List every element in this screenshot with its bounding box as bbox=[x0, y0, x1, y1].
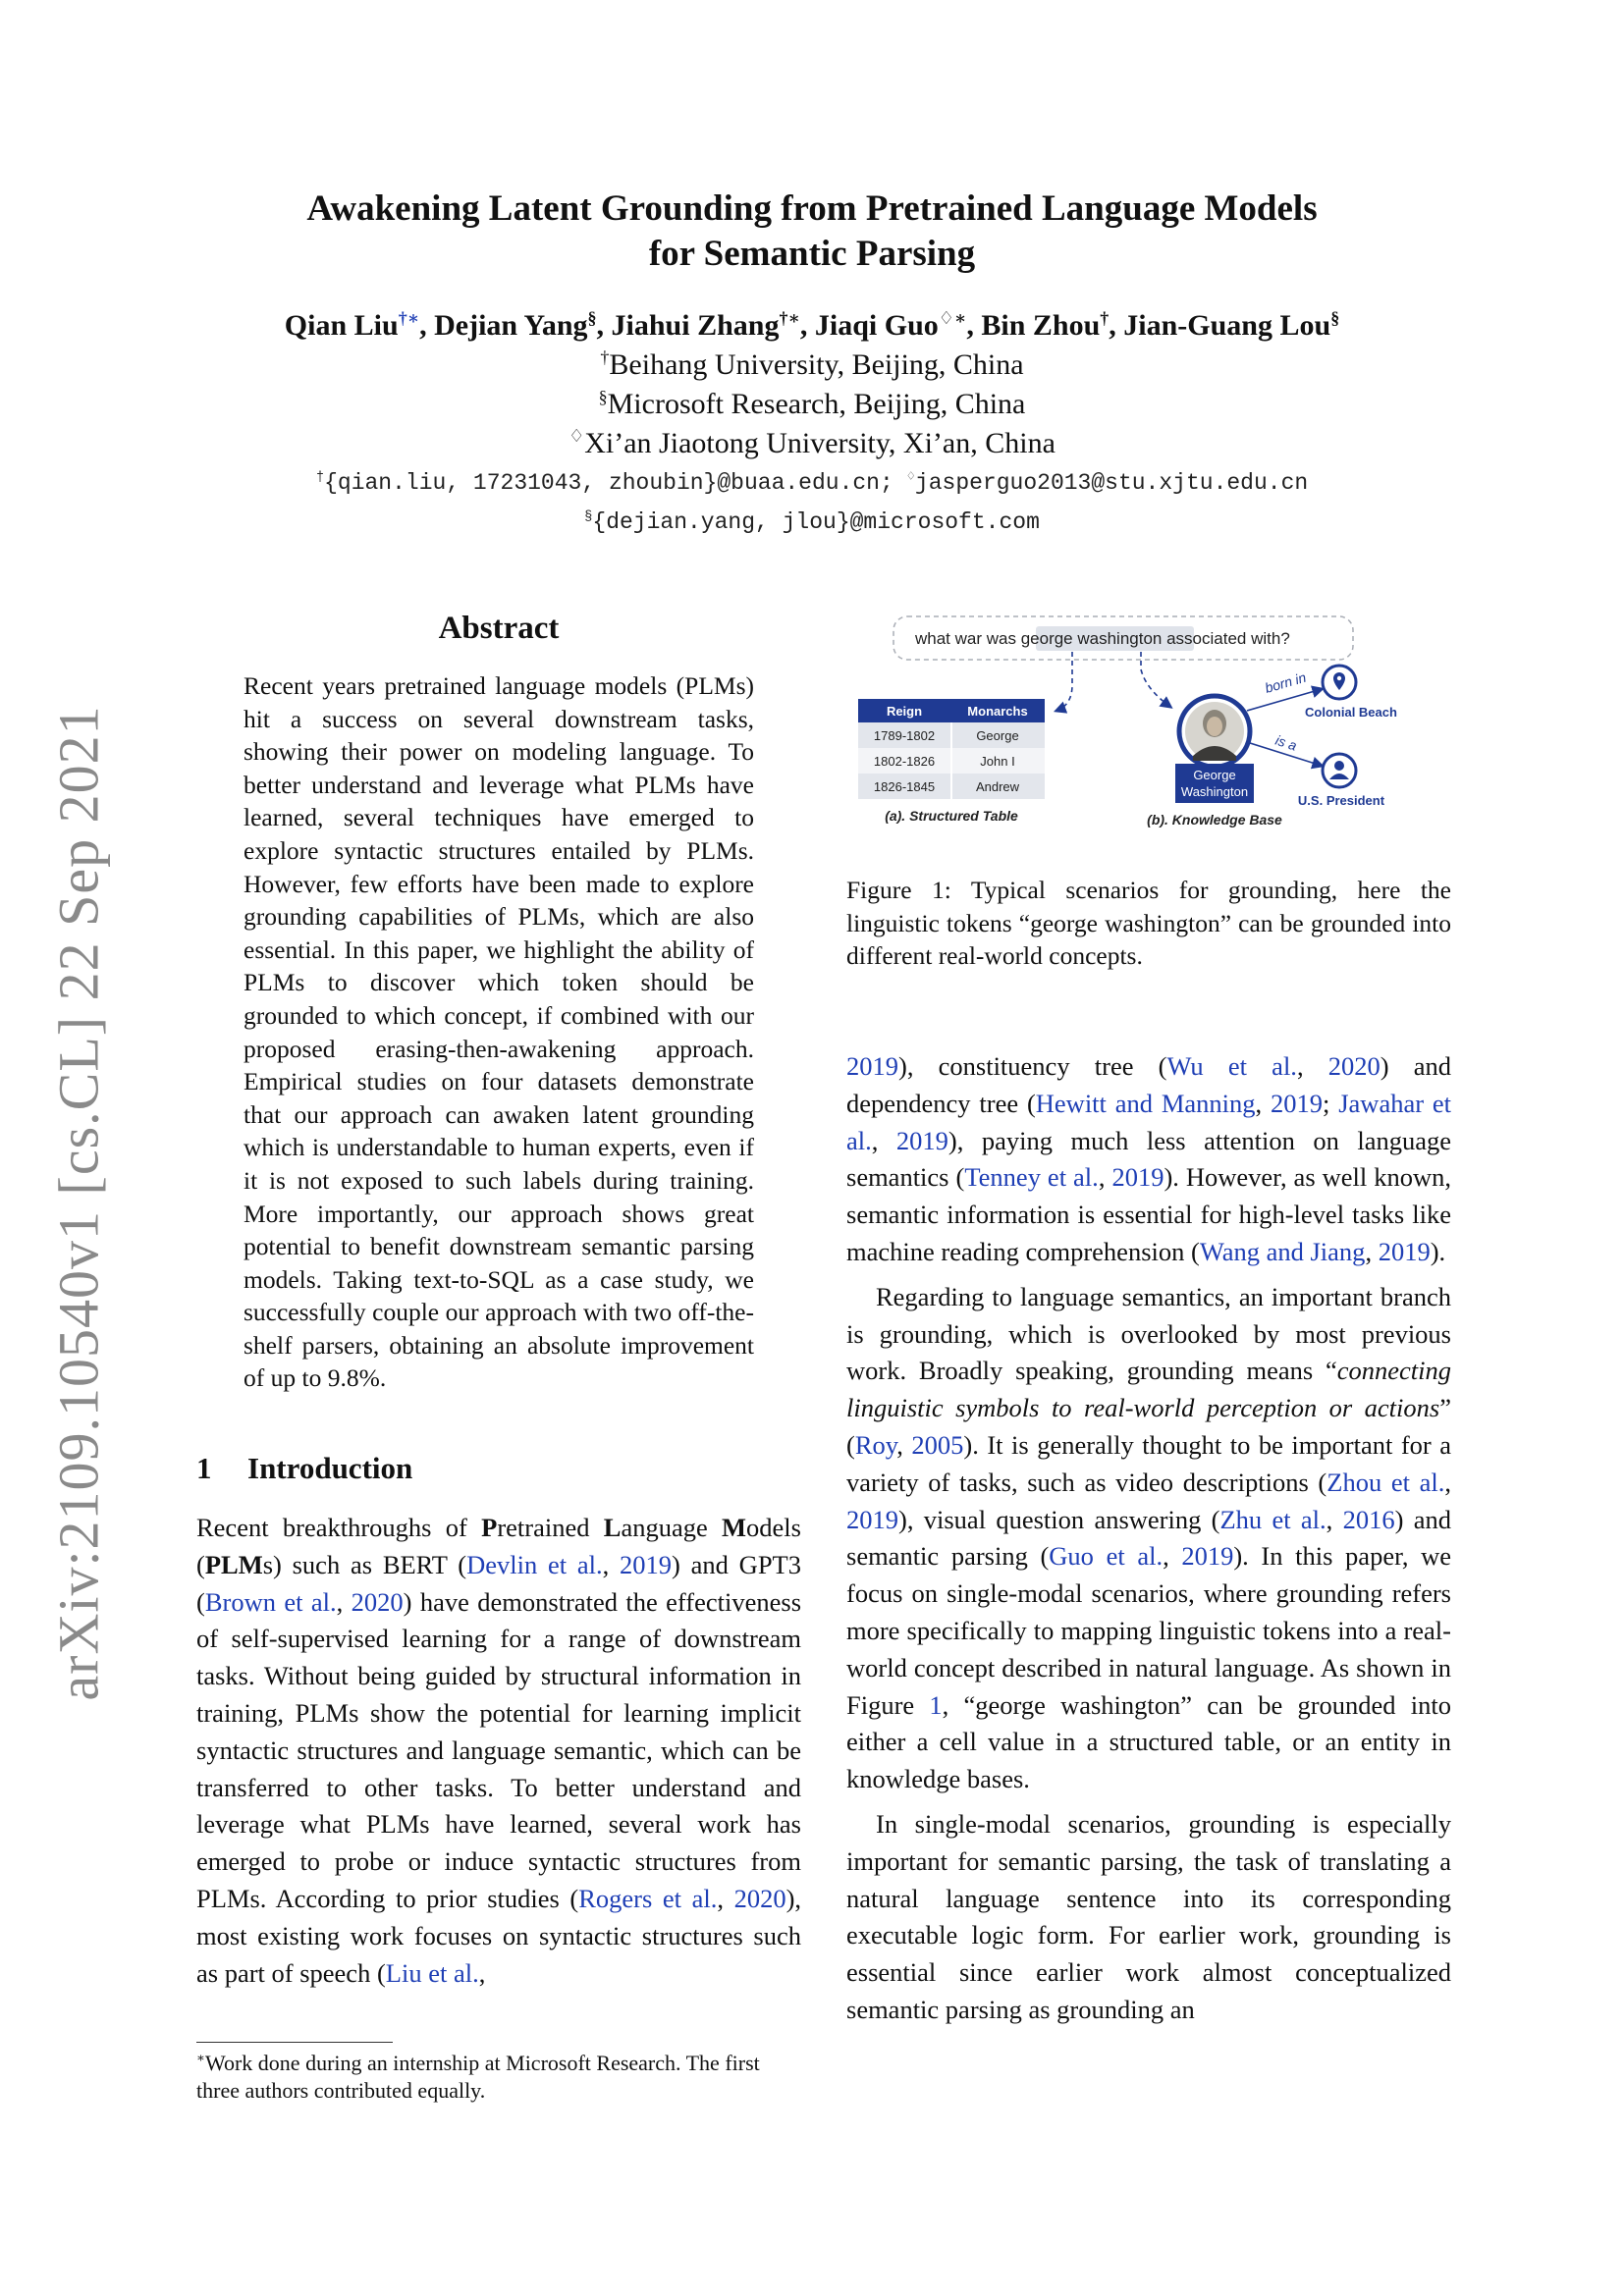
email-line bbox=[196, 463, 1428, 503]
citation-link[interactable]: 2019 bbox=[620, 1549, 673, 1579]
citation-link[interactable]: 2020 bbox=[733, 1883, 786, 1913]
arxiv-sidebar bbox=[39, 704, 118, 1701]
body-text: , bbox=[478, 1957, 486, 1988]
table-cell: 1826-1845 bbox=[873, 779, 936, 794]
table-label: (a). Structured Table bbox=[885, 808, 1018, 824]
author-mark: ♢∗ bbox=[938, 308, 967, 328]
paragraph: 2019), constituency tree (Wu et al., 2020) and dependency tree (Hewitt and Manning, 2019; Jawahar et al., 2019), paying much less attention on language semantics (Tenney et al., 2019). However, as well known, semantic information is essential for high-level tasks like machine reading comprehension (Wang and Jiang, 2019). bbox=[846, 1051, 1452, 1266]
grounding-arrow-table bbox=[1056, 652, 1072, 711]
author-mark: § bbox=[1330, 308, 1340, 328]
intro-paragraph: Recent breakthroughs of Pretrained Language Models (PLMs) such as BERT (Devlin et al., 2019) and GPT3 (Brown et al., 2020) have demonstrated the effectiveness of self-supervised learning for a range of downstream tasks. Without being guided by structural information in training, PLMs show the potential for learning implicit syntactic structures and language semantic, which can be transferred to other tasks. To better understand and leverage what PLMs have learned, several work has emerged to probe or induce syntactic structures from PLMs. According to prior studies (Rogers et al., 2020), most existing work focuses on syntactic structures such as part of speech (Liu et al., bbox=[196, 1513, 802, 1988]
entity-name: George bbox=[1193, 768, 1236, 782]
author-name: , Bin Zhou bbox=[966, 309, 1101, 342]
figure-caption bbox=[846, 874, 1451, 973]
footnote-text: Work done during an internship at Microsoft Research. The first three authors contributed equally. bbox=[196, 2051, 760, 2103]
abstract-heading: Abstract bbox=[438, 611, 560, 646]
citation-link[interactable]: Tenney et al. bbox=[964, 1162, 1099, 1193]
person-icon-head bbox=[1334, 761, 1344, 771]
citation-link[interactable]: 2019 bbox=[1181, 1541, 1234, 1572]
email-line bbox=[196, 503, 1428, 542]
citation-link[interactable]: Roy bbox=[854, 1429, 897, 1460]
citation-link[interactable]: Zhu et al. bbox=[1219, 1504, 1326, 1534]
body-text: Recent breakthroughs of bbox=[196, 1513, 482, 1542]
citation-link[interactable]: 2020 bbox=[351, 1586, 404, 1617]
body-text: anguage bbox=[621, 1513, 723, 1542]
citation-link[interactable]: Liu et al. bbox=[385, 1957, 479, 1988]
body-text: ). In this paper, we focus on single-modal scenarios, where grounding refers more specifically to mapping linguistic tokens into a real-world concept described in natural language. As shown in Figure bbox=[846, 1541, 1452, 1720]
right-column-text bbox=[846, 1048, 1451, 2037]
body-text: odels ( bbox=[196, 1513, 801, 1579]
paper-title-line-2: for Semantic Parsing bbox=[648, 234, 976, 274]
section-title: Introduction bbox=[247, 1451, 413, 1485]
author-name: , Jian-Guang Lou bbox=[1109, 309, 1331, 342]
email-mark: † bbox=[315, 470, 325, 486]
citation-link[interactable]: 2016 bbox=[1342, 1504, 1395, 1534]
abstract-text: Recent years pretrained language models (PLMs) hit a success on several downstream tasks, showing their power on modeling language. To better understand and leverage what PLMs have learned, several techniques have emerged to explore syntactic structures entailed by PLMs. However, few efforts have been made to explore grounding capabilities of PLMs, which are also essential. In this paper, we highlight the ability of PLMs to discover which token should be grounded to which concept, if combined with our proposed erasing-then-awakening approach. Empirical studies on four datasets demonstrate that our approach can awaken latent grounding which is understandable to human experts, even if it is not exposed to such labels during training. More importantly, our approach shows great potential to benefit downstream semantic parsing models. Taking text-to-SQL as a case study, we successfully couple our approach with two off-the-shelf parsers, obtaining an absolute improvement of up to 9.8%. bbox=[244, 671, 754, 1393]
relation-label: born in bbox=[1263, 668, 1308, 696]
citation-link[interactable]: 2019 bbox=[846, 1051, 898, 1081]
citation-link[interactable]: Wang and Jiang bbox=[1199, 1236, 1366, 1266]
section-number: 1 bbox=[196, 1451, 212, 1485]
affiliation-text: Beihang University, Beijing, China bbox=[609, 348, 1024, 381]
body-text: ) have demonstrated the effectiveness of self-supervised learning for a range of downstream tasks. Without being guided by structural information in training, PLMs show the potential for learning implicit syntactic structures and language semantic, which can be transferred to other tasks. To better understand and leverage what PLMs have learned, several work has emerged to probe or induce syntactic structures from PLMs. According to prior studies ( bbox=[196, 1586, 802, 1913]
citation-link[interactable]: 2019 bbox=[1271, 1088, 1324, 1118]
author-mark: § bbox=[587, 308, 597, 328]
citation-link[interactable]: 2019 bbox=[1111, 1162, 1164, 1193]
author-name: , Jiaqi Guo bbox=[799, 309, 939, 342]
figure-reference-link[interactable]: 1 bbox=[929, 1689, 943, 1720]
node-label: Colonial Beach bbox=[1305, 705, 1397, 720]
arxiv-identifier: arXiv:2109.10540v1 [cs.CL] 22 Sep 2021 bbox=[46, 704, 111, 1701]
body-text: ) and dependency tree ( bbox=[846, 1051, 1452, 1118]
table-cell: John I bbox=[980, 754, 1015, 769]
footnote-mark: ∗ bbox=[196, 2050, 205, 2065]
paragraph: In single-modal scenarios, grounding is especially important for semantic parsing, the task of translating a natural language sentence into its corresponding executable logic form. For earlier work, grounding is essential since earlier work almost conceptualized semantic parsing as grounding an bbox=[846, 1808, 1451, 2024]
author-list bbox=[196, 306, 1428, 346]
table-cell: 1789-1802 bbox=[873, 728, 936, 743]
author-mark: †∗ bbox=[779, 308, 800, 328]
citation-link[interactable]: Wu et al. bbox=[1166, 1051, 1297, 1081]
footnote-divider bbox=[196, 2042, 393, 2043]
body-text: ) and semantic parsing ( bbox=[846, 1504, 1451, 1572]
body-text: ” ( bbox=[846, 1393, 1451, 1460]
citation-link[interactable]: Jawahar et al. bbox=[846, 1088, 1452, 1155]
body-text: ), paying much less attention on language semantics ( bbox=[846, 1125, 1452, 1193]
grounding-definition-quote: connecting linguistic symbols to real-world perception or actions bbox=[846, 1356, 1451, 1423]
citation-link[interactable]: Devlin et al. bbox=[466, 1549, 603, 1579]
footnote bbox=[196, 2050, 801, 2105]
citation-link[interactable]: Brown et al. bbox=[204, 1586, 337, 1617]
citation-link[interactable]: Guo et al. bbox=[1049, 1541, 1164, 1572]
caption-label: Figure 1: bbox=[846, 876, 951, 904]
citation-link[interactable]: Rogers et al. bbox=[578, 1883, 718, 1913]
affiliation-mark: ♢ bbox=[568, 426, 585, 446]
paper-title-line-1: Awakening Latent Grounding from Pretrained Language Models bbox=[306, 188, 1318, 229]
figure-1 bbox=[846, 609, 1451, 864]
body-text: P bbox=[481, 1513, 498, 1542]
relation-label: is a bbox=[1273, 731, 1299, 754]
affiliation-text: Microsoft Research, Beijing, China bbox=[607, 388, 1026, 420]
email-text: {dejian.yang, jlou}@microsoft.com bbox=[592, 509, 1040, 535]
body-text: ). bbox=[1430, 1236, 1446, 1266]
paper-header bbox=[196, 187, 1428, 542]
email-text: {qian.liu, 17231043, zhoubin}@buaa.edu.cn; bbox=[324, 470, 893, 496]
citation-link[interactable]: 2005 bbox=[911, 1429, 964, 1460]
caption-text: Typical scenarios for grounding, here the linguistic tokens “george washington” can be grounded into different real-world concepts. bbox=[846, 876, 1451, 971]
table-cell: George bbox=[976, 728, 1019, 743]
citation-link[interactable]: 2020 bbox=[1327, 1051, 1380, 1081]
body-text: ), most existing work focuses on syntactic structures such as part of speech ( bbox=[196, 1883, 802, 1988]
author-name: , Dejian Yang bbox=[419, 309, 588, 342]
question-text: what war was george washington associated with? bbox=[915, 629, 1290, 648]
grounding-diagram bbox=[846, 609, 1451, 864]
table-cell: 1802-1826 bbox=[873, 754, 936, 769]
paragraph: Regarding to language semantics, an important branch is grounding, which is overlooked by most previous work. Broadly speaking, grounding means “connecting linguistic symbols to real-world perception or actions” (Roy, 2005). It is generally thought to be important for a variety of tasks, such as video descriptions (Zhou et al., 2019), visual question answering (Zhu et al., 2016) and semantic parsing (Guo et al., 2019). In this paper, we focus on single-modal scenarios, where grounding refers more specifically to mapping linguistic tokens into a real-world concept described in natural language. As shown in Figure 1, “george washington” can be grounded into either a cell value in a structured table, or an entity in knowledge bases. bbox=[846, 1281, 1452, 1794]
body-text: ), visual question answering ( bbox=[898, 1504, 1220, 1534]
kb-label: (b). Knowledge Base bbox=[1147, 812, 1282, 828]
email-text: jasperguo2013@stu.xjtu.edu.cn bbox=[914, 470, 1309, 496]
citation-link[interactable]: Hewitt and Manning bbox=[1035, 1088, 1256, 1118]
citation-link[interactable]: 2019 bbox=[895, 1125, 948, 1155]
body-text: ) and GPT3 ( bbox=[196, 1549, 801, 1617]
table-header-text: Reign bbox=[886, 704, 923, 719]
citation-link[interactable]: 2019 bbox=[846, 1504, 898, 1534]
body-text: ). It is generally thought to be important for a variety of tasks, such as video descriptions ( bbox=[846, 1429, 1452, 1497]
author-mark: †∗ bbox=[398, 308, 420, 328]
email-mark: § bbox=[584, 509, 593, 525]
portrait-face bbox=[1207, 717, 1222, 736]
entity-name: Washington bbox=[1180, 784, 1249, 799]
citation-link[interactable]: 2019 bbox=[1378, 1236, 1431, 1266]
email-mark: ♢ bbox=[906, 470, 915, 486]
affiliation bbox=[196, 385, 1428, 424]
body-text: L bbox=[603, 1513, 622, 1542]
body-text: s) such as BERT ( bbox=[262, 1549, 467, 1579]
table-cell: Andrew bbox=[975, 779, 1020, 794]
body-text: PLM bbox=[204, 1549, 263, 1579]
affiliation bbox=[196, 346, 1428, 385]
author-name: , Jiahui Zhang bbox=[596, 309, 780, 342]
body-text: ). However, as well known, semantic information is essential for high-level tasks like machine reading comprehension ( bbox=[846, 1162, 1452, 1266]
section-heading bbox=[196, 1451, 412, 1486]
body-text: M bbox=[722, 1513, 747, 1542]
author-mark: † bbox=[1100, 308, 1110, 328]
node-label: U.S. President bbox=[1297, 793, 1385, 808]
table-header-text: Monarchs bbox=[967, 704, 1028, 719]
body-text: Regarding to language semantics, an important branch is grounding, which is overlooked by most previous work. Broadly speaking, grounding means “ bbox=[846, 1281, 1451, 1386]
body-text: ), constituency tree ( bbox=[898, 1051, 1167, 1081]
body-text: , “george washington” can be grounded into either a cell value in a structured table, or an entity in knowledge bases. bbox=[846, 1689, 1451, 1794]
affiliation-mark: § bbox=[598, 387, 608, 406]
affiliation bbox=[196, 424, 1428, 463]
body-text: retrained bbox=[497, 1513, 604, 1542]
citation-link[interactable]: Zhou et al. bbox=[1326, 1467, 1445, 1497]
author-name: Qian Liu bbox=[284, 309, 399, 342]
affiliation-mark: † bbox=[600, 347, 610, 367]
location-pin-dot bbox=[1337, 676, 1341, 680]
affiliation-text: Xi’an Jiaotong University, Xi’an, China bbox=[584, 427, 1056, 459]
